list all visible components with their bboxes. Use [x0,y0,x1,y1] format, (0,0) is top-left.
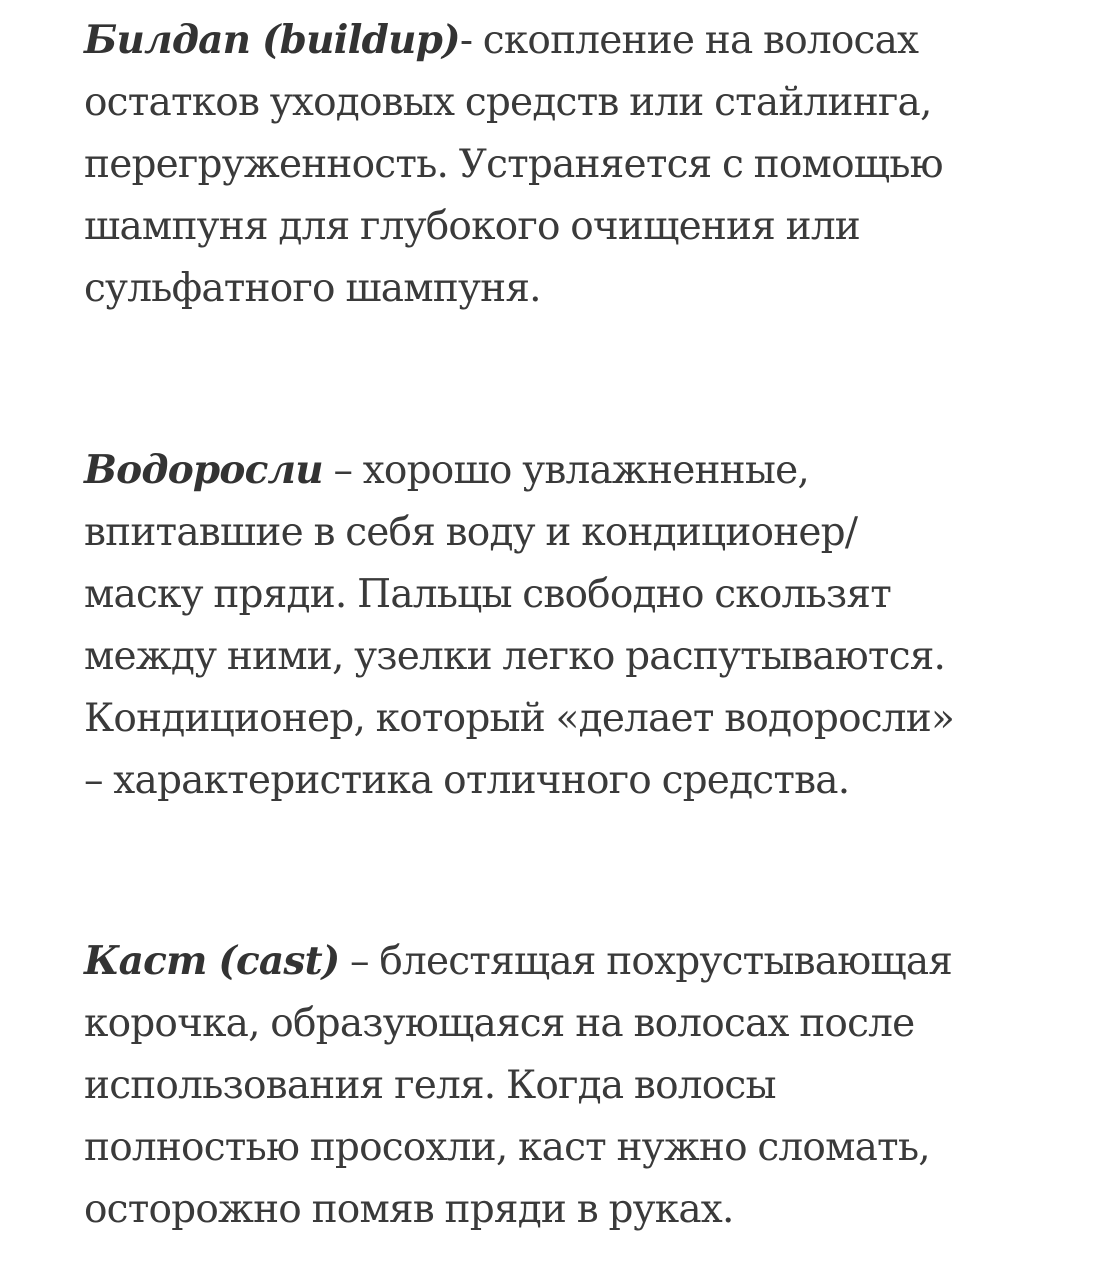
definition-text: - скопление на волосах [459,18,919,63]
definition-text: полностью просохли, каст нужно сломать, [84,1125,930,1170]
definition-text: между ними, узелки легко распутываются. [84,634,946,679]
definition-text: – блестящая похрустывающая [339,939,953,984]
definition-text: – хорошо увлажненные, [322,448,809,493]
glossary-entry-seaweed [84,439,1074,812]
term-buildup: Билдап (buildup) [84,17,460,63]
entry-line [84,439,1074,502]
definition-text: перегруженность. Устраняется с помощью [84,142,943,187]
definition-text: – характеристика отличного средства. [84,758,850,803]
definition-text: шампуня для глубокого очищения или [84,204,860,249]
definition-text: остатков уходовых средств или стайлинга, [84,80,932,125]
definition-text: Кондиционер, который «делает водоросли» [84,696,955,741]
entry-line [84,9,1074,72]
term-cast: Каст (cast) [84,938,340,984]
glossary-entry-buildup [84,9,1074,320]
term-seaweed: Водоросли [84,447,323,493]
definition-text: сульфатного шампуня. [84,266,541,311]
definition-text: впитавшие в себя воду и кондиционер/ [84,510,858,555]
definition-text: осторожно помяв пряди в руках. [84,1187,734,1232]
definition-text: корочка, образующаяся на волосах после [84,1001,915,1046]
entry-line [84,930,1074,993]
definition-text: использования геля. Когда волосы [84,1063,776,1108]
definition-text: маску пряди. Пальцы свободно скользят [84,572,891,617]
glossary-entry-cast [84,930,1074,1241]
